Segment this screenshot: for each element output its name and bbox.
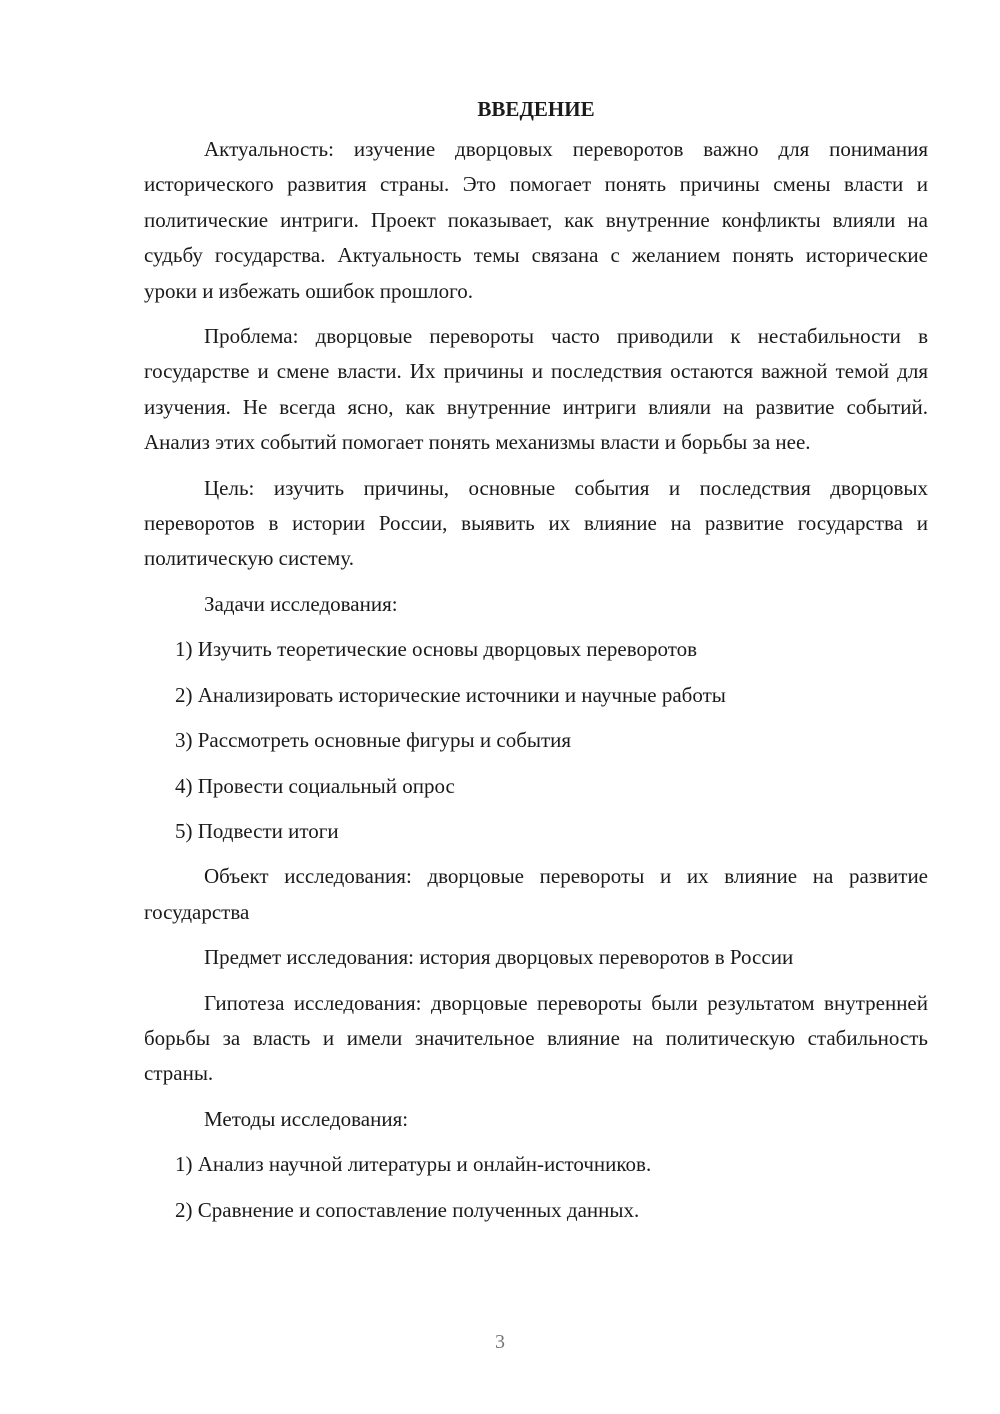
page-number: 3 <box>495 1331 505 1353</box>
list-item: 5) Подвести итоги <box>175 818 339 843</box>
subject-paragraph: Предмет исследования: история дворцовых переворотов в России <box>204 945 794 970</box>
methods-list <box>144 1147 928 1228</box>
goal-paragraph: Цель: изучить причины, основные события и последствия дворцовых переворотов в истории России, выявить их влияние на развитие государства и политическую систему. <box>144 475 928 571</box>
tasks-list <box>144 632 928 849</box>
list-item: 1) Анализ научной литературы и онлайн-источников. <box>175 1152 652 1177</box>
list-item: 2) Сравнение и сопоставление полученных данных. <box>175 1197 640 1222</box>
relevance-paragraph: Актуальность: изучение дворцовых переворотов важно для понимания исторического развития страны. Это помогает понять причины смены власти и политические интриги. Проект показывает, как внутренние конфликты влияли на судьбу государства. Актуальность темы связана с желанием понять исторические уроки и избежать ошибок прошлого. <box>144 137 928 303</box>
list-item: 2) Анализировать исторические источники и научные работы <box>175 682 726 707</box>
hypothesis-paragraph: Гипотеза исследования: дворцовые перевороты были результатом внутренней борьбы за власть и имели значительное влияние на политическую стабильность страны. <box>144 990 928 1086</box>
list-item: 4) Провести социальный опрос <box>175 773 455 798</box>
list-item: 1) Изучить теоретические основы дворцовых переворотов <box>175 637 698 662</box>
tasks-heading: Задачи исследования: <box>204 591 398 616</box>
methods-heading: Методы исследования: <box>204 1106 409 1131</box>
page-title: ВВЕДЕНИЕ <box>477 97 595 121</box>
list-item: 3) Рассмотреть основные фигуры и события <box>175 728 572 753</box>
problem-paragraph: Проблема: дворцовые перевороты часто приводили к нестабильности в государстве и смене власти. Их причины и последствия остаются важной темой для изучения. Не всегда ясно, как внутренние интриги влияли на развитие событий. Анализ этих событий помогает понять механизмы власти и борьбы за нее. <box>144 324 928 455</box>
document-page <box>144 92 928 1238</box>
object-paragraph: Объект исследования: дворцовые перевороты и их влияние на развитие государства <box>144 864 928 924</box>
